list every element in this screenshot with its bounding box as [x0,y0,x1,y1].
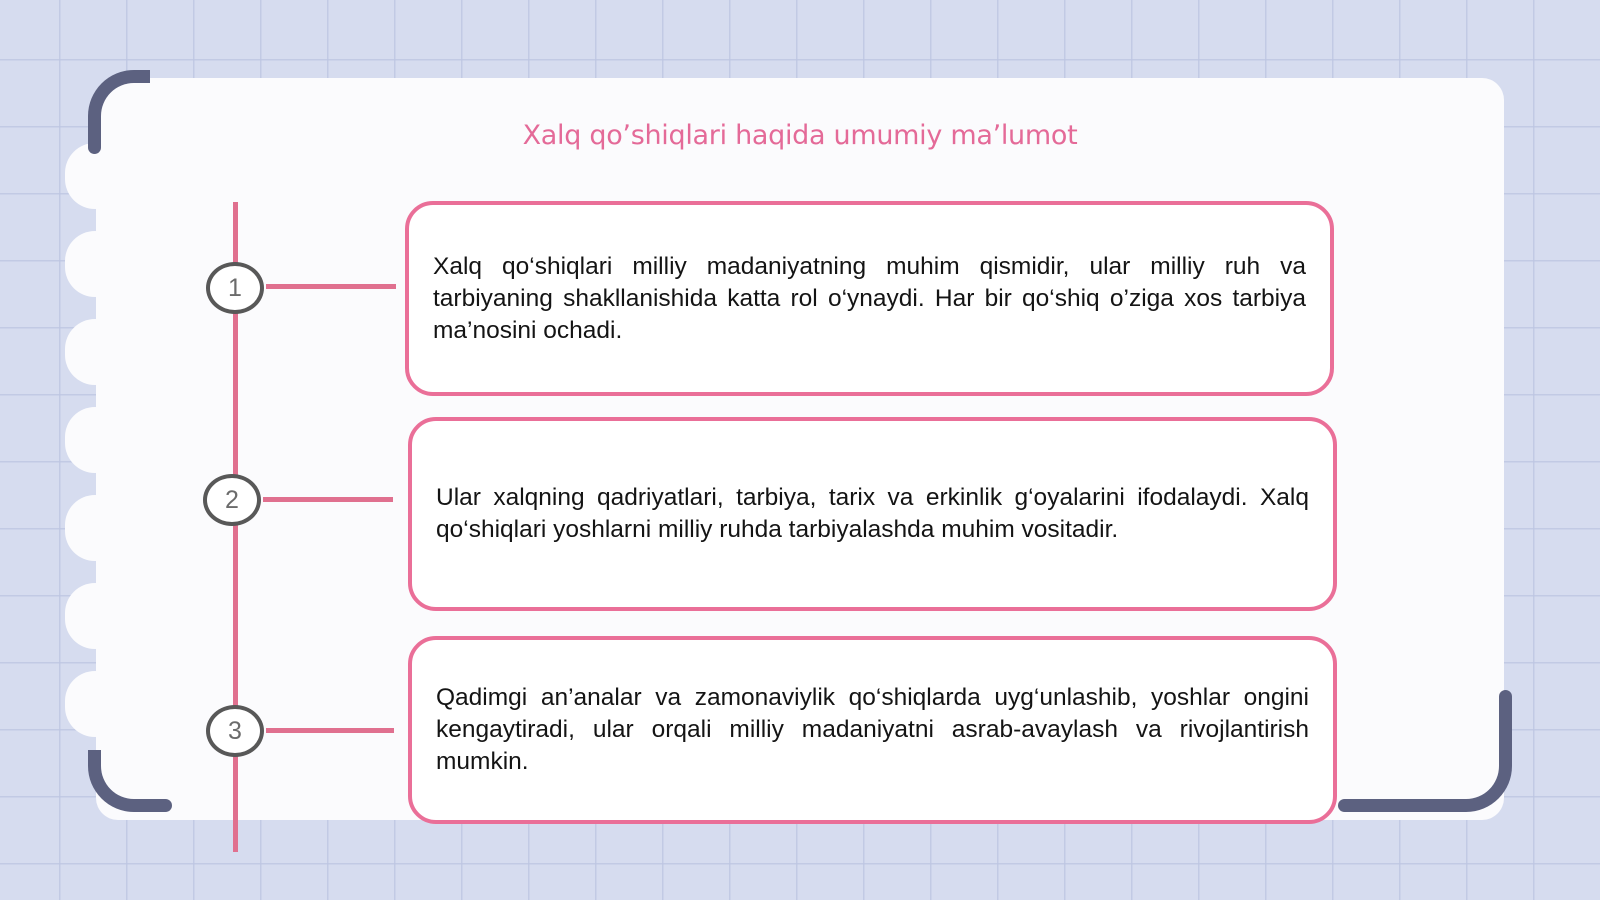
step-number-1: 1 [206,262,264,314]
info-box-3 [408,636,1337,824]
timeline-connector-1 [266,284,396,289]
scallop-decoration [65,407,125,473]
frame-bar-bottom-left [140,799,172,812]
slide-title: Xalq qoʼshiqlari haqida umumiy maʼlumot [522,120,1078,151]
info-box-text: Ular xalqning qadriyatlari, tarbiya, tarix va erkinlik g‘oyalarini ifodalaydi. Xalq qo‘shiqlari yoshlarni milliy ruhda tarbiyalashda muhim vositadir. [436,484,1309,543]
info-box-1 [405,201,1334,396]
frame-corner-top-left [88,70,150,132]
info-box-2 [408,417,1337,611]
frame-bar-left [88,132,101,154]
frame-bar-bottom-right [1338,799,1450,812]
info-box-text: Xalq qo‘shiqlari milliy madaniyatning muhim qismidir, ular milliy ruh va tarbiyaning shakllanishida katta rol o‘ynaydi. Har bir qo‘shiq o’ziga xos tarbiya ma’nosini ochadi. [433,252,1306,344]
scallop-decoration [65,583,125,649]
step-number-3: 3 [206,705,264,757]
scallop-decoration [65,231,125,297]
info-box-text: Qadimgi an’analar va zamonaviylik qo‘shiqlarda uyg‘unlashib, yoshlar ongini kengaytiradi, ular orqali milliy madaniyatni asrab-avaylash va rivojlantirish mumkin. [436,684,1309,775]
timeline-connector-2 [263,497,393,502]
scallop-decoration [65,319,125,385]
scallop-decoration [65,495,125,561]
step-number-2: 2 [203,474,261,526]
frame-bar-right [1499,690,1512,750]
scallop-decoration [65,671,125,737]
timeline-connector-3 [266,728,394,733]
